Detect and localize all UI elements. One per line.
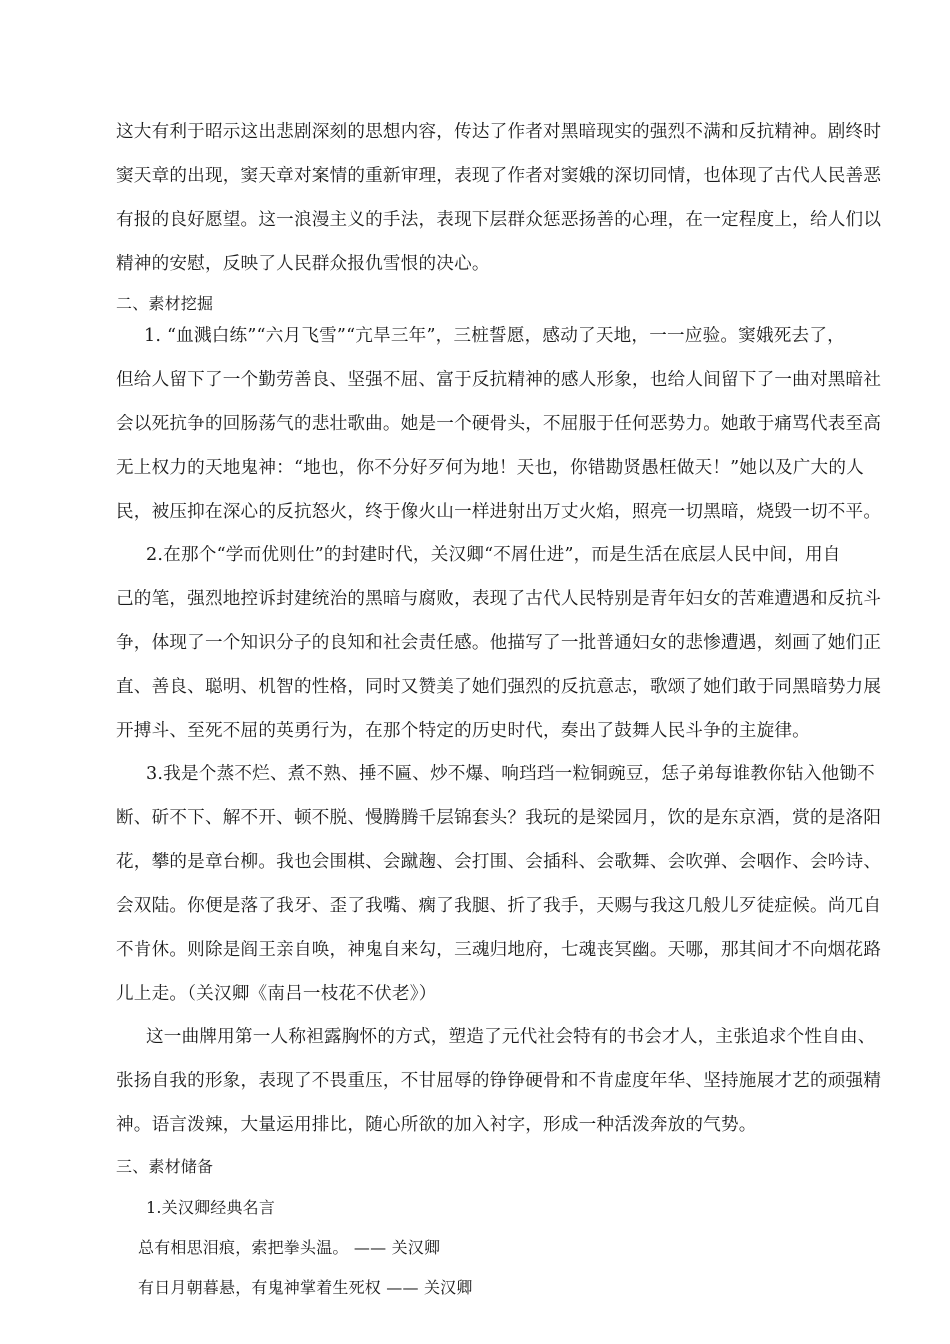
paragraph-line: 1. “血溅白练”“六月飞雪”“亢旱三年”，三桩誓愿，感动了天地，一一应验。窦娥死去了， — [144, 326, 845, 346]
paragraph-line: 有报的良好愿望。这一浪漫主义的手法，表现下层群众惩恶扬善的心理，在一定程度上，给人们以 — [116, 210, 882, 230]
paragraph-line: 张扬自我的形象，表现了不畏重压，不甘屈辱的铮铮硬骨和不肯虚度年华、坚持施展才艺的顽强精 — [116, 1071, 882, 1091]
paragraph-line: 不肯休。则除是阎王亲自唤，神鬼自来勾，三魂归地府，七魂丧冥幽。天哪，那其间才不向烟花路 — [116, 940, 882, 960]
subsection-heading: 1.关汉卿经典名言 — [146, 1198, 276, 1217]
quote-line: 有日月朝暮悬，有鬼神掌着生死权 —— 关汉卿 — [138, 1278, 473, 1297]
section-heading: 三、素材储备 — [116, 1157, 214, 1176]
paragraph-line: 断、斫不下、解不开、顿不脱、慢腾腾千层锦套头？我玩的是梁园月，饮的是东京酒，赏的是洛阳 — [116, 808, 882, 828]
paragraph-line: 开搏斗、至死不屈的英勇行为，在那个特定的历史时代，奏出了鼓舞人民斗争的主旋律。 — [116, 721, 810, 741]
section-heading: 二、素材挖掘 — [116, 294, 214, 313]
paragraph-line: 窦天章的出现，窦天章对案情的重新审理，表现了作者对窦娥的深切同情，也体现了古代人民善恶 — [116, 166, 882, 186]
paragraph-line: 无上权力的天地鬼神：“地也，你不分好歹何为地！天也，你错勘贤愚枉做天！”她以及广大的人 — [116, 458, 864, 478]
paragraph-line: 神。语言泼辣，大量运用排比，随心所欲的加入衬字，形成一种活泼奔放的气势。 — [116, 1115, 757, 1135]
paragraph-line: 但给人留下了一个勤劳善良、坚强不屈、富于反抗精神的感人形象，也给人间留下了一曲对黑暗社 — [116, 370, 882, 390]
paragraph-line: 争，体现了一个知识分子的良知和社会责任感。他描写了一批普通妇女的悲惨遭遇，刻画了她们正 — [116, 633, 882, 653]
paragraph-line: 花，攀的是章台柳。我也会围棋、会蹴趜、会打围、会插科、会歌舞、会吹弹、会咽作、会吟诗、 — [116, 852, 882, 872]
paragraph-line: 2.在那个“学而优则仕”的封建时代，关汉卿“不屑仕进”，而是生活在底层人民中间，用自 — [146, 545, 841, 565]
paragraph-line: 3.我是个蒸不烂、煮不熟、捶不匾、炒不爆、响珰珰一粒铜豌豆，恁子弟每谁教你钻入他锄不 — [146, 764, 875, 784]
paragraph-line: 会以死抗争的回肠荡气的悲壮歌曲。她是一个硬骨头，不屈服于任何恶势力。她敢于痛骂代表至高 — [116, 414, 882, 434]
paragraph-line: 精神的安慰，反映了人民群众报仇雪恨的决心。 — [116, 254, 490, 274]
paragraph-line: 儿上走。（关汉卿《南吕一枝花不伏老》） — [116, 984, 437, 1004]
paragraph-line: 这一曲牌用第一人称袒露胸怀的方式，塑造了元代社会特有的书会才人，主张追求个性自由、 — [146, 1027, 876, 1047]
paragraph-line: 民，被压抑在深心的反抗怒火，终于像火山一样进射出万丈火焰，照亮一切黑暗，烧毁一切不平。 — [116, 502, 882, 522]
paragraph-line: 己的笔，强烈地控诉封建统治的黑暗与腐败，表现了古代人民特别是青年妇女的苦难遭遇和反抗斗 — [116, 589, 882, 609]
paragraph-line: 会双陆。你便是落了我牙、歪了我嘴、瘸了我腿、折了我手，天赐与我这几般儿歹徒症候。尚兀自 — [116, 896, 882, 916]
paragraph-line: 这大有利于昭示这出悲剧深刻的思想内容，传达了作者对黑暗现实的强烈不满和反抗精神。剧终时 — [116, 122, 882, 142]
paragraph-line: 直、善良、聪明、机智的性格，同时又赞美了她们强烈的反抗意志，歌颂了她们敢于同黑暗势力展 — [116, 677, 882, 697]
quote-line: 总有相思泪痕，索把拳头温。 —— 关汉卿 — [138, 1238, 441, 1257]
